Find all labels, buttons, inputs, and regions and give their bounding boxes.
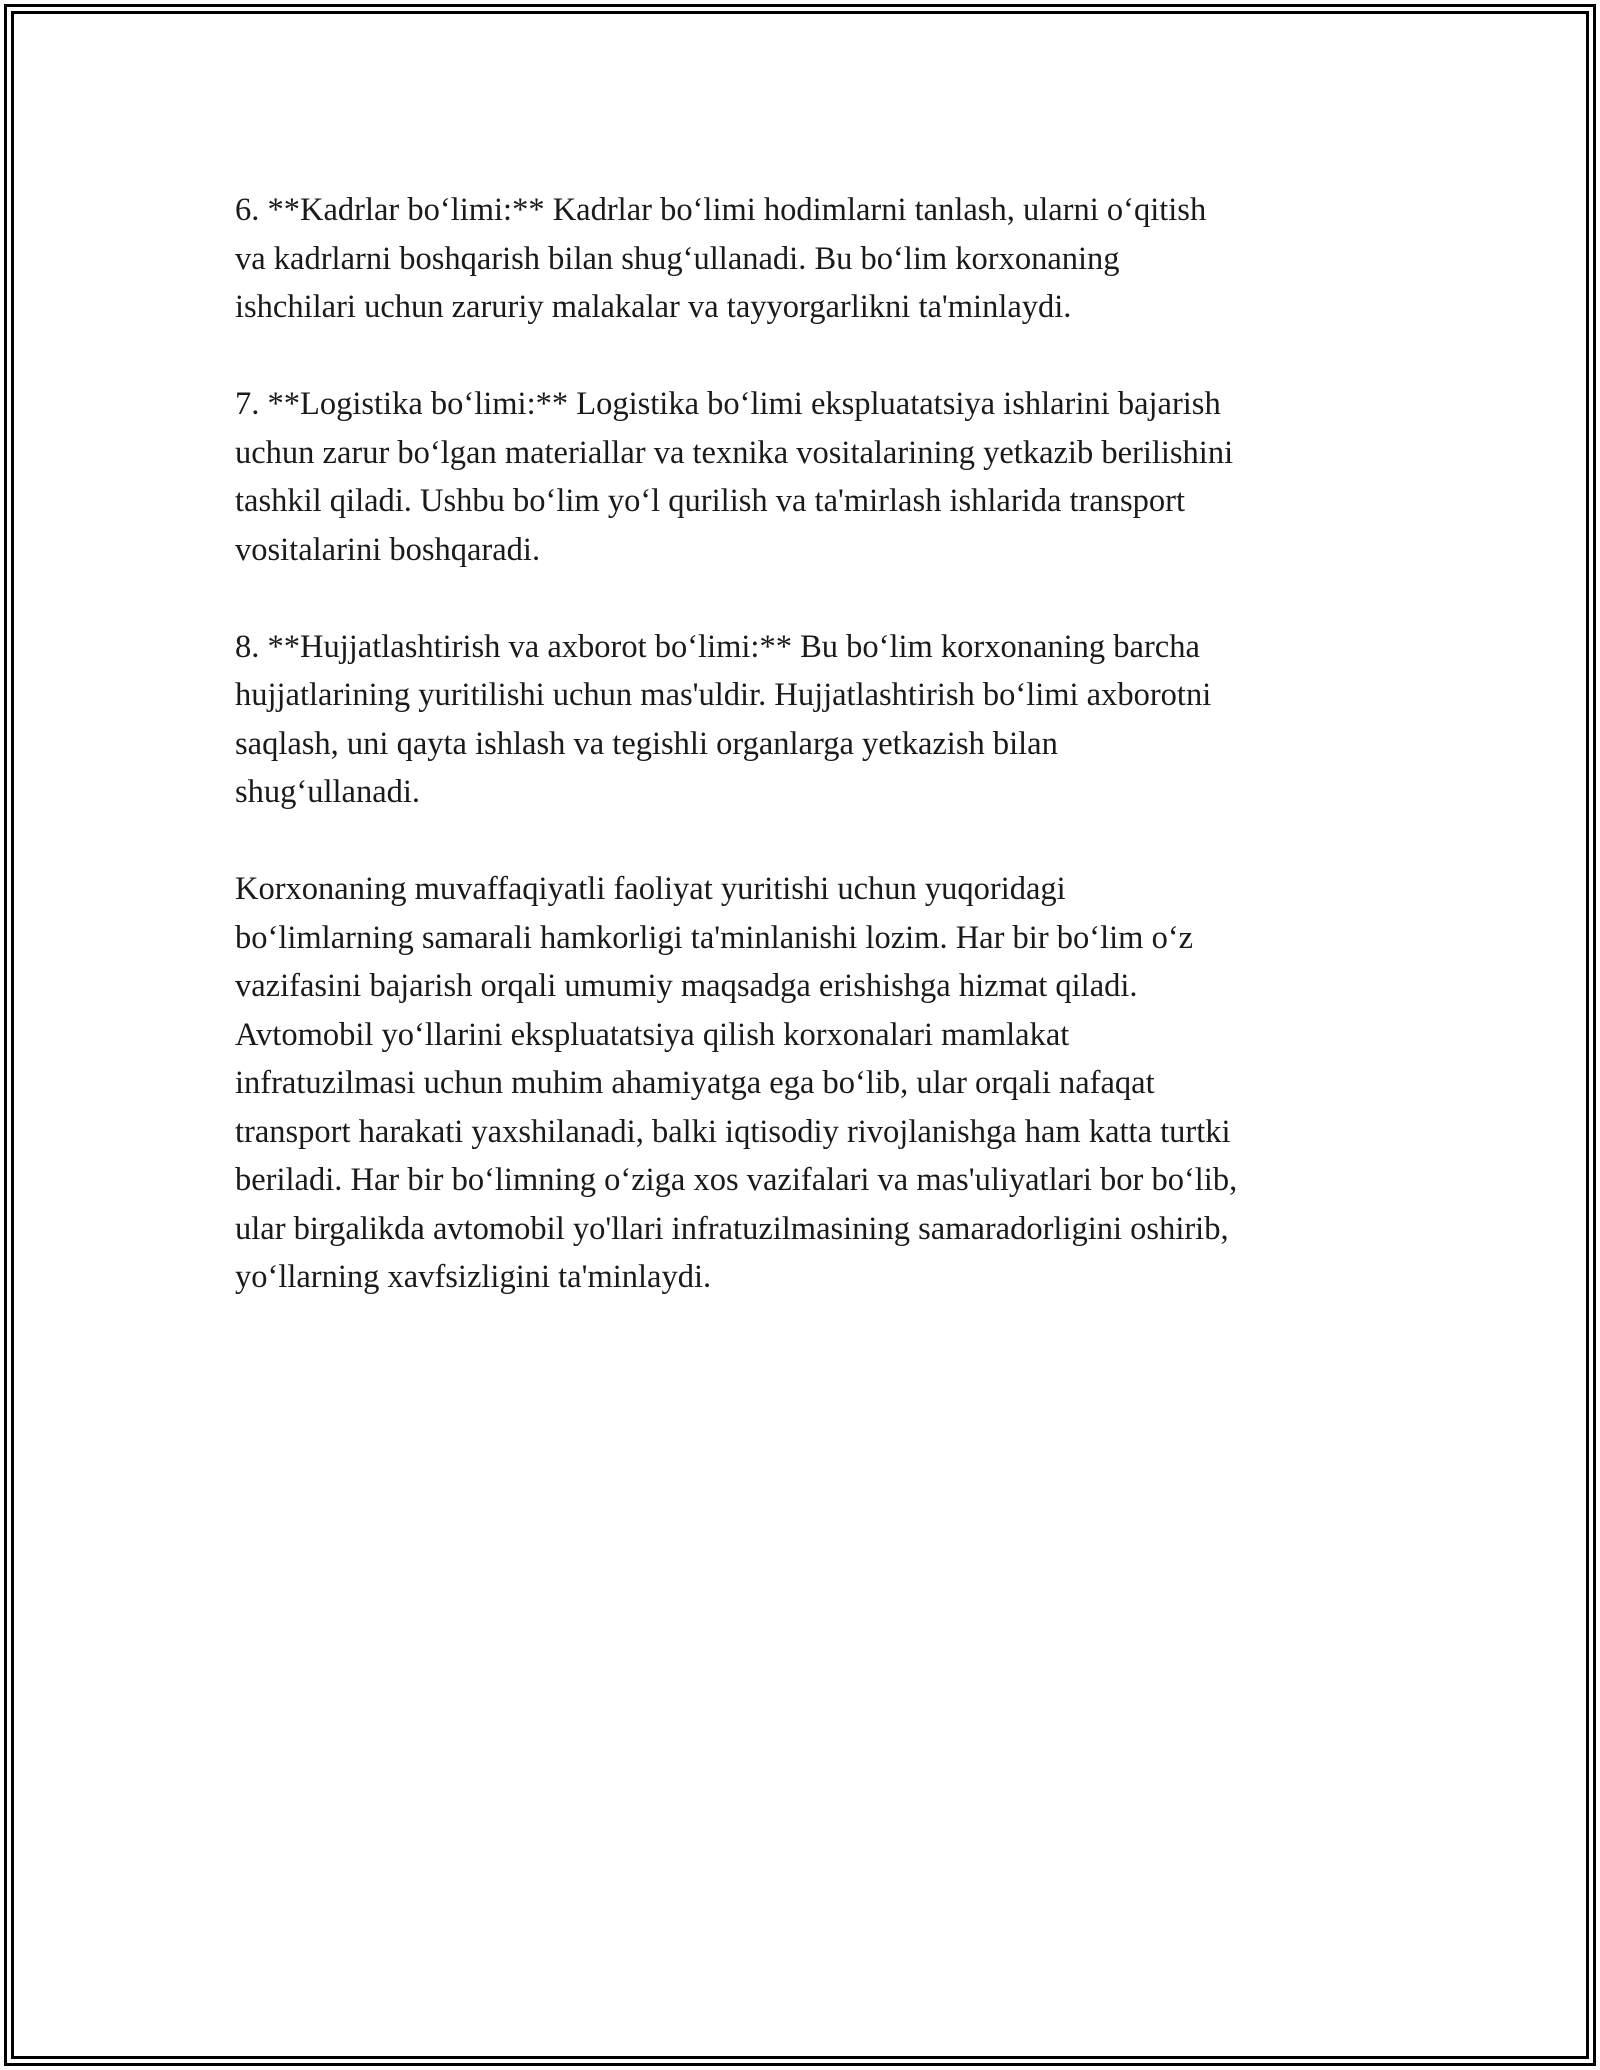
paragraph-kadrlar: 6. **Kadrlar bo‘limi:** Kadrlar bo‘limi hodimlarni tanlash, ularni o‘qitish va kadrlarni boshqarish bilan shug‘ullanadi. Bu bo‘lim korxonaning ishchilari uchun zaruriy malakalar va tayyorgarlikni ta'minlaydi.: [235, 192, 1207, 325]
paragraph-hujjatlashtirish: 8. **Hujjatlashtirish va axborot bo‘limi:** Bu bo‘lim korxonaning barcha hujjatlarining yuritilishi uchun mas'uldir. Hujjatlashtirish bo‘limi axborotni saqlash, uni qayta ishlash va tegishli organlarga yetkazish bilan shug‘ullanadi.: [235, 628, 1212, 810]
document-body: [235, 186, 1395, 1350]
paragraph-logistika: 7. **Logistika bo‘limi:** Logistika bo‘limi ekspluatatsiya ishlarini bajarish uchun zarur bo‘lgan materiallar va texnika vositalarining yetkazib berilishini tashkil qiladi. Ushbu bo‘lim yo‘l qurilish va ta'mirlash ishlarida transport vositalarini boshqaradi.: [235, 386, 1234, 568]
paragraph-conclusion: Korxonaning muvaffaqiyatli faoliyat yuritishi uchun yuqoridagi bo‘limlarning samarali hamkorligi ta'minlanishi lozim. Har bir bo‘lim o‘z vazifasini bajarish orqali umumiy maqsadga erishishga hizmat qiladi. Avtomobil yo‘llarini ekspluatatsiya qilish korxonalari mamlakat infratuzilmasi uchun muhim ahamiyatga ega bo‘lib, ular orqali nafaqat transport harakati yaxshilanadi, balki iqtisodiy rivojlanishga ham katta turtki beriladi. Har bir bo‘limning o‘ziga xos vazifalari va mas'uliyatlari bor bo‘lib, ular birgalikda avtomobil yo'llari infratuzilmasining samaradorligini oshirib, yo‘llarning xavfsizligini ta'minlaydi.: [235, 871, 1238, 1295]
